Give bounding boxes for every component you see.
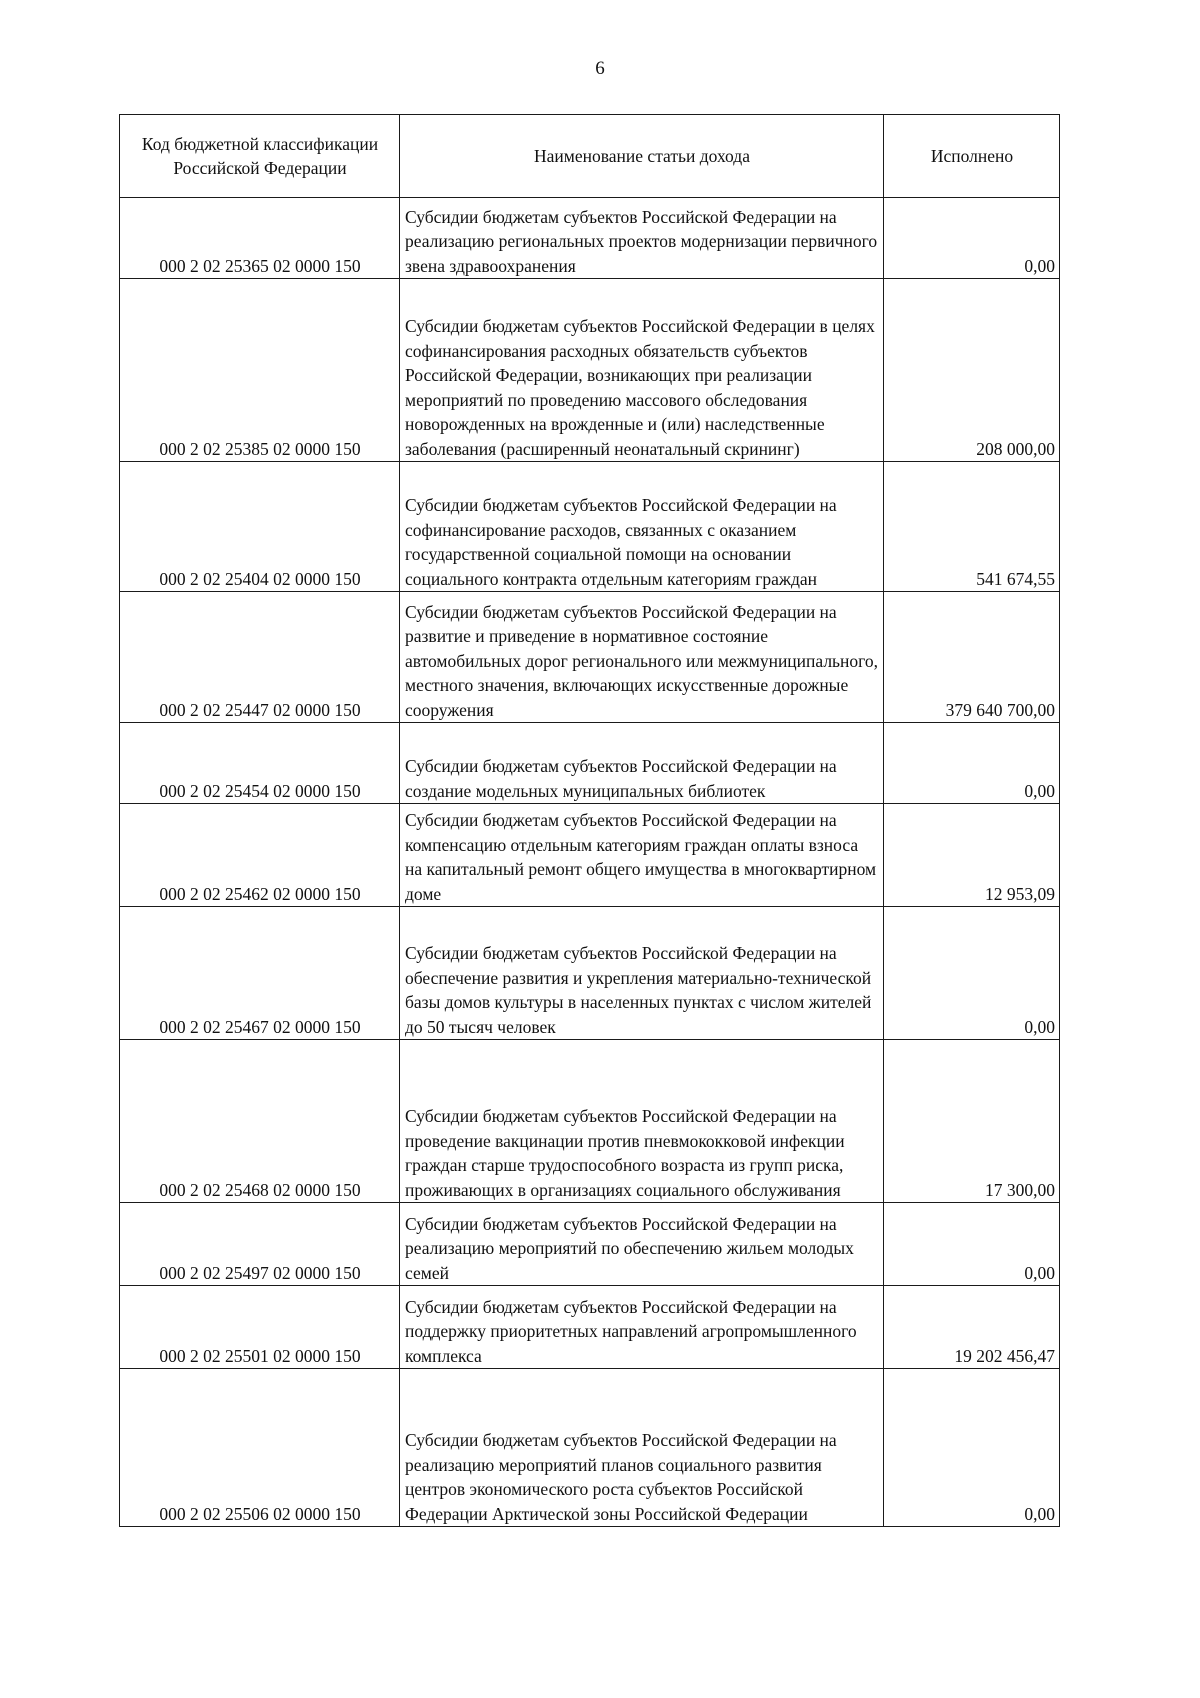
budget-code-cell: 000 2 02 25454 02 0000 150 [120, 723, 400, 804]
executed-amount-cell: 0,00 [884, 1369, 1060, 1527]
income-name-cell: Субсидии бюджетам субъектов Российской Федерации на поддержку приоритетных направлений агропромышленного комплекса [400, 1286, 884, 1369]
executed-amount-cell: 0,00 [884, 723, 1060, 804]
budget-code-cell: 000 2 02 25506 02 0000 150 [120, 1369, 400, 1527]
table-row [120, 1203, 1060, 1286]
table-row [120, 723, 1060, 804]
table-row [120, 1040, 1060, 1203]
executed-amount-cell: 0,00 [884, 198, 1060, 279]
income-name-cell: Субсидии бюджетам субъектов Российской Федерации на создание модельных муниципальных библиотек [400, 723, 884, 804]
table-row [120, 907, 1060, 1040]
header-budget-code: Код бюджетной классификации Российской Федерации [120, 115, 400, 198]
income-name-cell: Субсидии бюджетам субъектов Российской Федерации на софинансирование расходов, связанных с оказанием государственной социальной помощи на основании социального контракта отдельным категориям граждан [400, 462, 884, 592]
budget-code-cell: 000 2 02 25365 02 0000 150 [120, 198, 400, 279]
income-name-cell: Субсидии бюджетам субъектов Российской Федерации на реализацию мероприятий планов социального развития центров экономического роста субъектов Российской Федерации Арктической зоны Российской Федерации [400, 1369, 884, 1527]
income-name-cell: Субсидии бюджетам субъектов Российской Федерации на реализацию региональных проектов модернизации первичного звена здравоохранения [400, 198, 884, 279]
executed-amount-cell: 208 000,00 [884, 279, 1060, 462]
table-row [120, 592, 1060, 723]
executed-amount-cell: 17 300,00 [884, 1040, 1060, 1203]
executed-amount-cell: 379 640 700,00 [884, 592, 1060, 723]
table-row [120, 1286, 1060, 1369]
income-name-cell: Субсидии бюджетам субъектов Российской Федерации на компенсацию отдельным категориям граждан оплаты взноса на капитальный ремонт общего имущества в многоквартирном доме [400, 804, 884, 907]
executed-amount-cell: 0,00 [884, 1203, 1060, 1286]
executed-amount-cell: 19 202 456,47 [884, 1286, 1060, 1369]
table-row [120, 1369, 1060, 1527]
budget-code-cell: 000 2 02 25385 02 0000 150 [120, 279, 400, 462]
table-row [120, 462, 1060, 592]
budget-income-table [119, 114, 1060, 1527]
budget-code-cell: 000 2 02 25462 02 0000 150 [120, 804, 400, 907]
budget-code-cell: 000 2 02 25447 02 0000 150 [120, 592, 400, 723]
budget-code-cell: 000 2 02 25497 02 0000 150 [120, 1203, 400, 1286]
table-row [120, 279, 1060, 462]
executed-amount-cell: 0,00 [884, 907, 1060, 1040]
income-name-cell: Субсидии бюджетам субъектов Российской Федерации на развитие и приведение в нормативное состояние автомобильных дорог регионального или межмуниципального, местного значения, включающих искусственные дорожные сооружения [400, 592, 884, 723]
income-name-cell: Субсидии бюджетам субъектов Российской Федерации на реализацию мероприятий по обеспечению жильем молодых семей [400, 1203, 884, 1286]
budget-code-cell: 000 2 02 25467 02 0000 150 [120, 907, 400, 1040]
executed-amount-cell: 541 674,55 [884, 462, 1060, 592]
executed-amount-cell: 12 953,09 [884, 804, 1060, 907]
income-name-cell: Субсидии бюджетам субъектов Российской Федерации в целях софинансирования расходных обязательств субъектов Российской Федерации, возникающих при реализации мероприятий по проведению массового обследования новорожденных на врожденные и (или) наследственные заболевания (расширенный неонатальный скрининг) [400, 279, 884, 462]
table-row [120, 198, 1060, 279]
page-number: 6 [595, 58, 605, 79]
header-executed: Исполнено [884, 115, 1060, 198]
income-name-cell: Субсидии бюджетам субъектов Российской Федерации на обеспечение развития и укрепления материально-технической базы домов культуры в населенных пунктах с числом жителей до 50 тысяч человек [400, 907, 884, 1040]
budget-code-cell: 000 2 02 25404 02 0000 150 [120, 462, 400, 592]
table-header-row [120, 115, 1060, 198]
income-name-cell: Субсидии бюджетам субъектов Российской Федерации на проведение вакцинации против пневмококковой инфекции граждан старше трудоспособного возраста из групп риска, проживающих в организациях социального обслуживания [400, 1040, 884, 1203]
table-row [120, 804, 1060, 907]
header-income-name: Наименование статьи дохода [400, 115, 884, 198]
budget-code-cell: 000 2 02 25468 02 0000 150 [120, 1040, 400, 1203]
budget-code-cell: 000 2 02 25501 02 0000 150 [120, 1286, 400, 1369]
